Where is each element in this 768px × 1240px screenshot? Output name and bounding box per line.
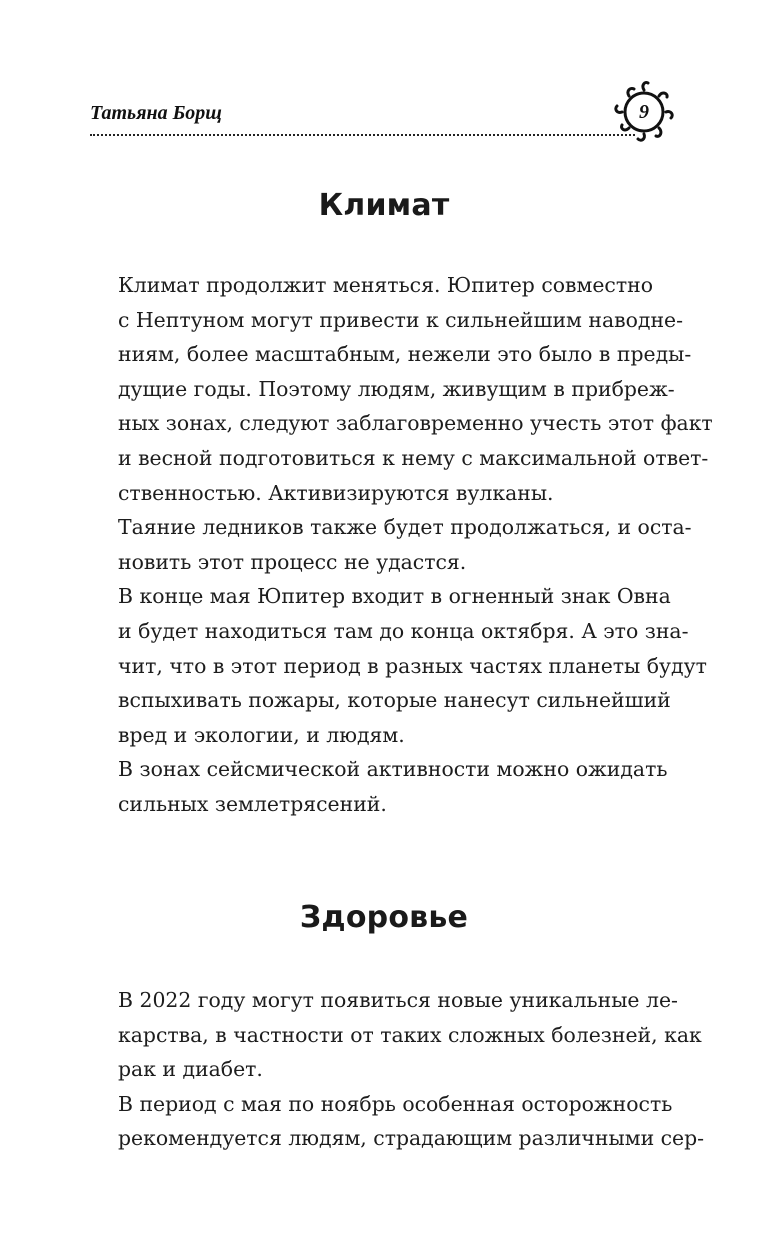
- body-line: В конце мая Юпитер входит в огненный знак Овна: [118, 584, 671, 609]
- running-header: [90, 98, 650, 138]
- body-line: рак и диабет.: [118, 1057, 263, 1082]
- body-line: карства, в частности от таких сложных болезней, как: [118, 1022, 702, 1047]
- body-line: и будет находиться там до конца октября. А это зна-: [118, 618, 689, 643]
- section-title-climate: Климат: [318, 188, 450, 223]
- body-line: дущие годы. Поэтому людям, живущим в прибреж-: [118, 376, 675, 401]
- body-line: ных зонах, следуют заблаговременно учесть этот факт: [118, 411, 713, 436]
- body-line: ниям, более масштабным, нежели это было в преды-: [118, 342, 692, 367]
- body-line: вред и экологии, и людям.: [118, 722, 405, 747]
- body-line: В зонах сейсмической активности можно ожидать: [118, 757, 668, 782]
- body-line: Климат продолжит меняться. Юпитер совместно: [118, 273, 653, 297]
- body-line: новить этот процесс не удастся.: [118, 549, 467, 574]
- body-line: Таяние ледников также будет продолжаться, и оста-: [118, 515, 692, 540]
- body-line: В период с мая по ноябрь особенная осторожность: [118, 1091, 673, 1116]
- section-body-health: [118, 983, 705, 1156]
- section-title-health: Здоровье: [299, 900, 469, 935]
- page-number: 9: [639, 101, 649, 123]
- body-line: сильных землетрясений.: [118, 791, 387, 816]
- body-line: чит, что в этот период в разных частях планеты будут: [118, 653, 707, 678]
- body-line: рекомендуется людям, страдающим различными сер-: [118, 1126, 705, 1151]
- body-line: ственностью. Активизируются вулканы.: [118, 480, 554, 505]
- body-line: вспыхивать пожары, которые нанесут сильнейший: [118, 688, 671, 713]
- body-line: В 2022 году могут появиться новые уникальные ле-: [118, 988, 678, 1012]
- header-dotted-rule: [90, 134, 635, 136]
- body-line: и весной подготовиться к нему с максимальной ответ-: [118, 445, 709, 470]
- sun-ornament-icon: [608, 76, 680, 148]
- body-line: с Нептуном могут привести к сильнейшим наводне-: [118, 307, 683, 332]
- running-head-author: Татьяна Борщ: [90, 102, 222, 124]
- section-body-climate: [118, 268, 713, 822]
